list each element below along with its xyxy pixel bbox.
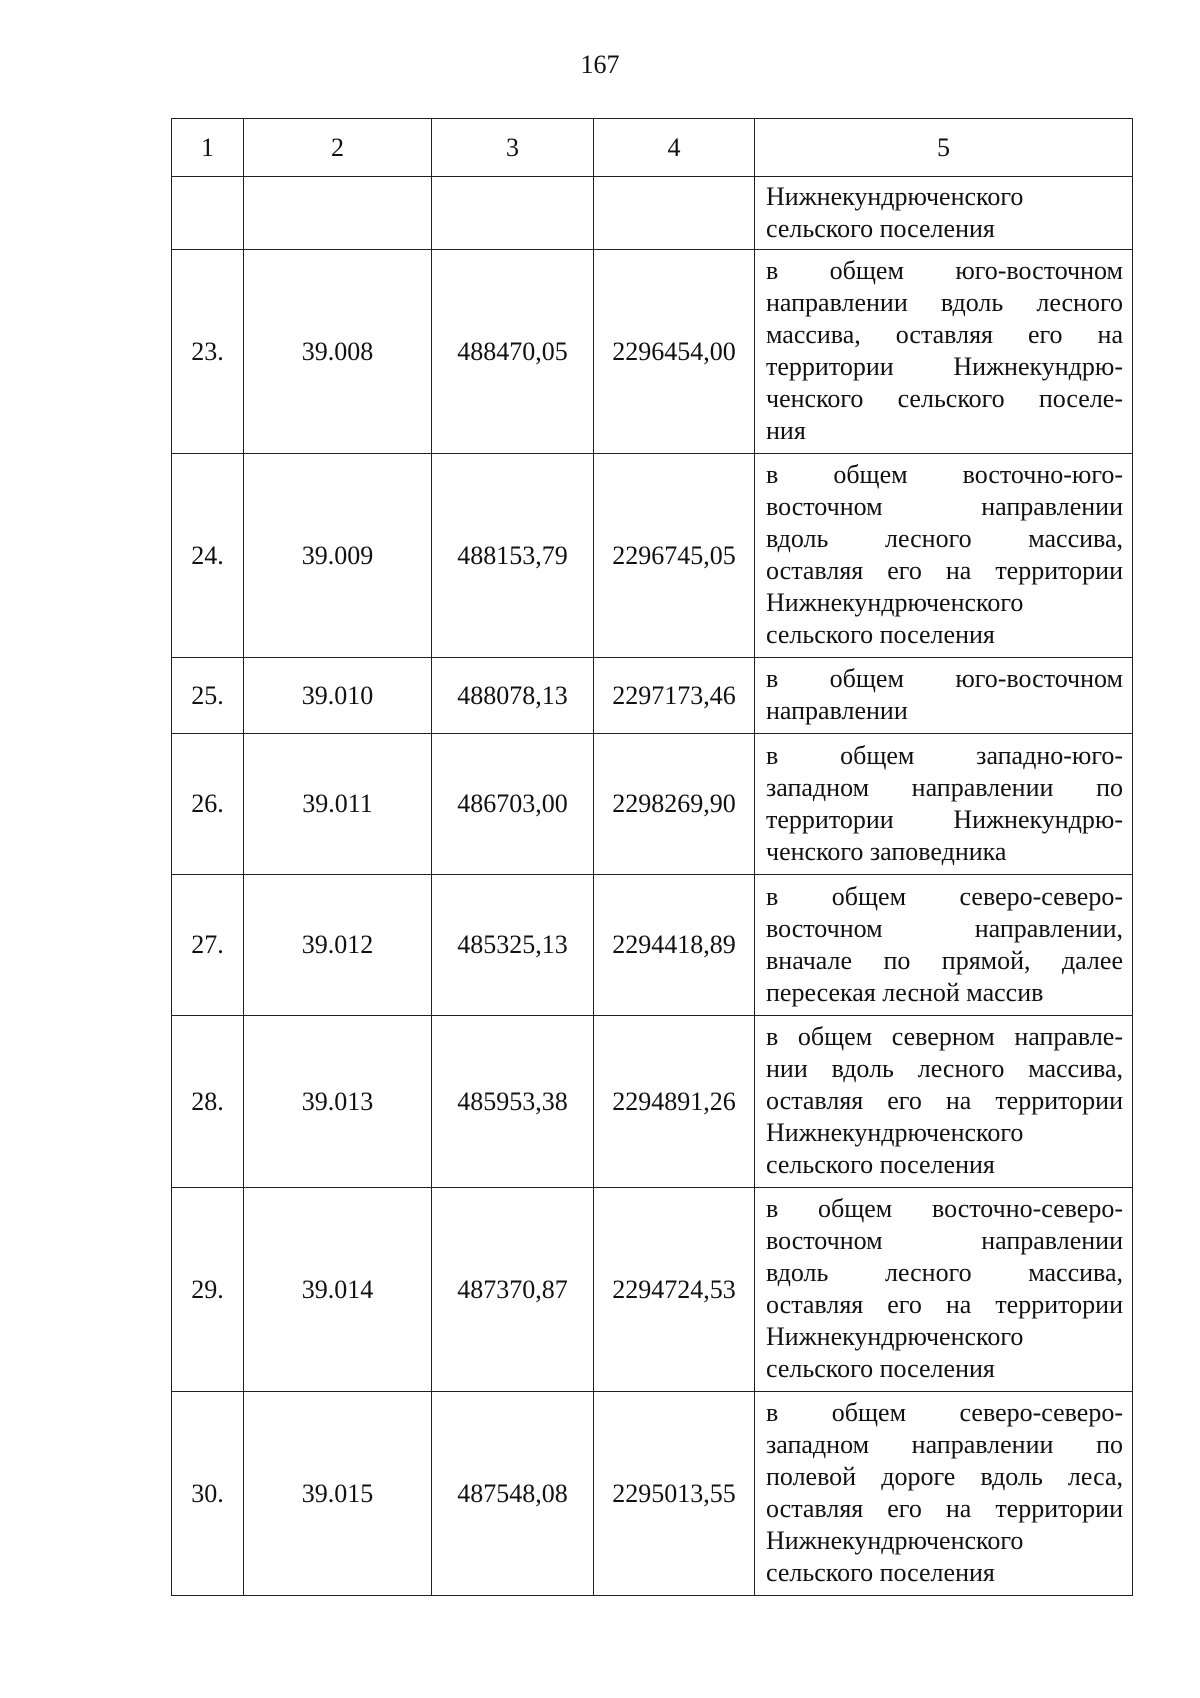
description-line: Нижнекундрюченского xyxy=(766,1526,1024,1555)
description-line: территории Нижнекундрю- xyxy=(766,804,1123,834)
boundary-table xyxy=(171,118,1133,1596)
description-line: сельского поселения xyxy=(766,1354,995,1383)
y-coordinate-cell xyxy=(594,177,755,250)
description-line: территории Нижнекундрю- xyxy=(766,352,1123,381)
description-line: пересекая лесной массив xyxy=(766,977,1044,1007)
point-code-cell: 39.012 xyxy=(244,875,432,1016)
description-line: вдоль лесного массива, xyxy=(766,524,1123,553)
header-cell: 4 xyxy=(594,119,755,177)
table-row xyxy=(172,454,1133,658)
y-coordinate-cell: 2298269,90 xyxy=(594,734,755,875)
direction-description-cell xyxy=(755,1188,1133,1392)
point-number-cell: 26. xyxy=(172,734,244,875)
point-code-cell: 39.014 xyxy=(244,1188,432,1392)
description-line: оставляя его на территории xyxy=(766,556,1123,585)
x-coordinate-cell: 485953,38 xyxy=(432,1016,594,1188)
description-line: оставляя его на территории xyxy=(766,1086,1123,1115)
table-row xyxy=(172,658,1133,734)
direction-description-cell xyxy=(755,734,1133,875)
x-coordinate-cell: 487370,87 xyxy=(432,1188,594,1392)
point-code-cell: 39.013 xyxy=(244,1016,432,1188)
point-code-cell xyxy=(244,177,432,250)
x-coordinate-cell: 486703,00 xyxy=(432,734,594,875)
point-number-cell xyxy=(172,177,244,250)
description-line: восточном направлении xyxy=(766,492,1123,521)
y-coordinate-cell: 2294418,89 xyxy=(594,875,755,1016)
table-row xyxy=(172,1016,1133,1188)
header-cell: 3 xyxy=(432,119,594,177)
description-line: ченского заповедника xyxy=(766,836,1007,866)
direction-description-cell xyxy=(755,177,1133,250)
description-line: в общем северном направле- xyxy=(766,1022,1123,1051)
point-number-cell: 23. xyxy=(172,250,244,454)
x-coordinate-cell: 488153,79 xyxy=(432,454,594,658)
description-line: западном направлении по xyxy=(766,772,1123,802)
point-number-cell: 24. xyxy=(172,454,244,658)
description-line: оставляя его на территории xyxy=(766,1494,1123,1523)
x-coordinate-cell: 485325,13 xyxy=(432,875,594,1016)
y-coordinate-cell: 2296745,05 xyxy=(594,454,755,658)
page-number: 167 xyxy=(580,50,620,79)
description-line: Нижнекундрюченского xyxy=(766,588,1024,617)
description-line: массива, оставляя его на xyxy=(766,320,1123,349)
description-line: оставляя его на территории xyxy=(766,1290,1123,1319)
point-number-cell: 30. xyxy=(172,1392,244,1596)
point-code-cell: 39.015 xyxy=(244,1392,432,1596)
table-row xyxy=(172,875,1133,1016)
x-coordinate-cell: 488470,05 xyxy=(432,250,594,454)
description-line: полевой дороге вдоль леса, xyxy=(766,1462,1123,1491)
description-line: восточном направлении, xyxy=(766,913,1123,943)
y-coordinate-cell: 2297173,46 xyxy=(594,658,755,734)
direction-description-cell xyxy=(755,1392,1133,1596)
description-line: западном направлении по xyxy=(766,1430,1123,1459)
y-coordinate-cell: 2295013,55 xyxy=(594,1392,755,1596)
table-row xyxy=(172,1392,1133,1596)
description-line: нии вдоль лесного массива, xyxy=(766,1054,1123,1083)
description-line: сельского поселения xyxy=(766,1558,995,1587)
header-cell: 2 xyxy=(244,119,432,177)
description-line: направлении вдоль лесного xyxy=(766,288,1123,317)
description-line: сельского поселения xyxy=(766,1150,995,1179)
y-coordinate-cell: 2296454,00 xyxy=(594,250,755,454)
direction-description-cell xyxy=(755,250,1133,454)
point-number-cell: 29. xyxy=(172,1188,244,1392)
x-coordinate-cell: 487548,08 xyxy=(432,1392,594,1596)
point-code-cell: 39.008 xyxy=(244,250,432,454)
header-cell: 5 xyxy=(755,119,1133,177)
description-line: Нижнекундрюченского xyxy=(766,1322,1024,1351)
x-coordinate-cell xyxy=(432,177,594,250)
description-line: в общем западно-юго- xyxy=(766,740,1123,770)
point-number-cell: 27. xyxy=(172,875,244,1016)
description-line: в общем юго-восточном xyxy=(766,664,1123,693)
table-row xyxy=(172,1188,1133,1392)
x-coordinate-cell: 488078,13 xyxy=(432,658,594,734)
direction-description-cell xyxy=(755,1016,1133,1188)
description-line: вдоль лесного массива, xyxy=(766,1258,1123,1287)
description-line: Нижнекундрюченского xyxy=(766,1118,1024,1147)
description-line: Нижнекундрюченского xyxy=(766,181,1024,211)
table-row xyxy=(172,177,1133,250)
description-line: сельского поселения xyxy=(766,213,995,243)
point-code-cell: 39.010 xyxy=(244,658,432,734)
description-line: в общем северо-северо- xyxy=(766,881,1123,911)
description-line: восточном направлении xyxy=(766,1226,1123,1255)
description-line: ния xyxy=(766,416,806,445)
direction-description-cell xyxy=(755,875,1133,1016)
description-line: в общем восточно-юго- xyxy=(766,460,1123,489)
table-row xyxy=(172,250,1133,454)
y-coordinate-cell: 2294891,26 xyxy=(594,1016,755,1188)
point-code-cell: 39.009 xyxy=(244,454,432,658)
direction-description-cell xyxy=(755,658,1133,734)
point-number-cell: 25. xyxy=(172,658,244,734)
description-line: в общем юго-восточном xyxy=(766,256,1123,285)
description-line: в общем северо-северо- xyxy=(766,1398,1123,1427)
point-code-cell: 39.011 xyxy=(244,734,432,875)
point-number-cell: 28. xyxy=(172,1016,244,1188)
description-line: ченского сельского поселе- xyxy=(766,384,1123,413)
description-line: вначале по прямой, далее xyxy=(766,945,1123,975)
header-cell: 1 xyxy=(172,119,244,177)
description-line: сельского поселения xyxy=(766,620,995,649)
y-coordinate-cell: 2294724,53 xyxy=(594,1188,755,1392)
description-line: направлении xyxy=(766,696,908,725)
description-line: в общем восточно-северо- xyxy=(766,1194,1123,1223)
direction-description-cell xyxy=(755,454,1133,658)
table-row xyxy=(172,734,1133,875)
table-header-row xyxy=(172,119,1133,177)
